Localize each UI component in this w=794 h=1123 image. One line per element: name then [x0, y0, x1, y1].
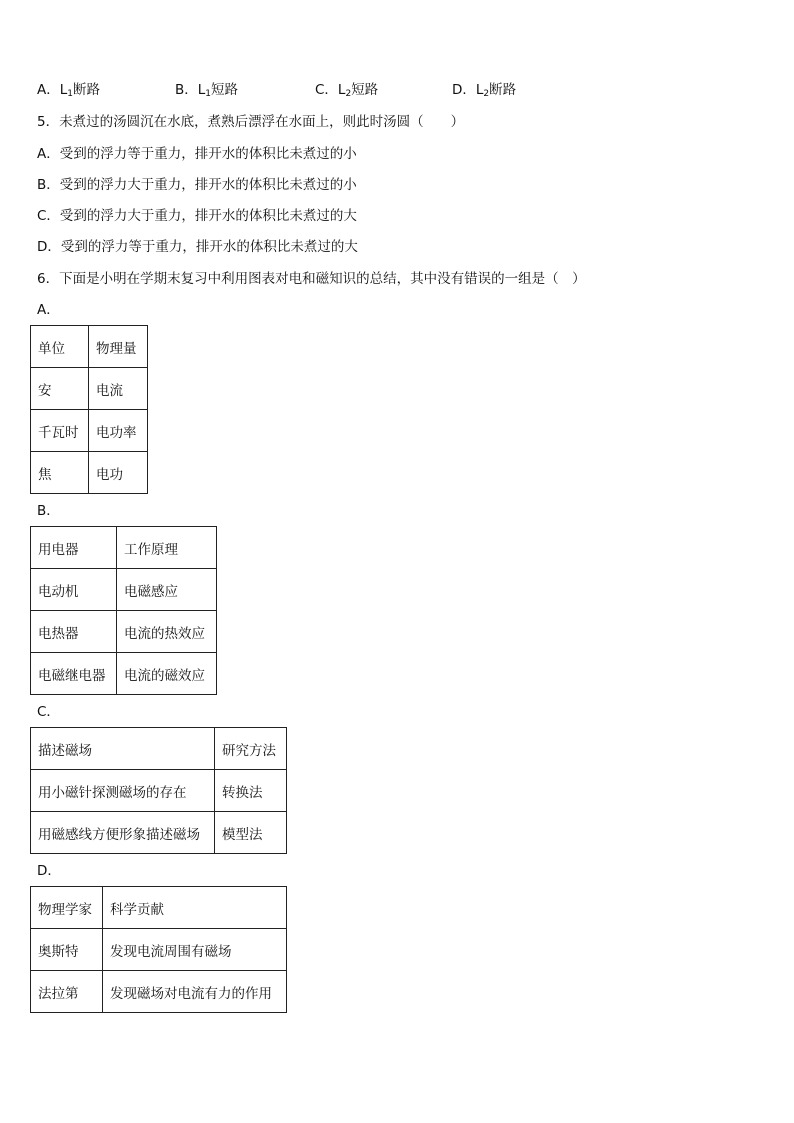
- table-cell: 描述磁场: [31, 728, 215, 770]
- table-cell: 电功: [89, 452, 148, 494]
- table-cell: 用小磁针探测磁场的存在: [31, 770, 215, 812]
- table-cell: 电磁感应: [117, 569, 217, 611]
- q6-stem: 6．下面是小明在学期末复习中利用图表对电和磁知识的总结，其中没有错误的一组是（ ）: [37, 271, 586, 287]
- table-row: [31, 971, 287, 1013]
- q5-option-d[interactable]: D．受到的浮力等于重力，排开水的体积比未煮过的大: [37, 239, 358, 255]
- q5-stem: 5．未煮过的汤圆沉在水底，煮熟后漂浮在水面上，则此时汤圆（ ）: [37, 114, 465, 130]
- table-row: [31, 452, 148, 494]
- table-cell: 奥斯特: [31, 929, 103, 971]
- table-cell: 发现电流周围有磁场: [103, 929, 287, 971]
- table-cell: 科学贡献: [103, 887, 287, 929]
- q4-option-a[interactable]: A．$L_1$断路: [37, 82, 100, 99]
- table-cell: 法拉第: [31, 971, 103, 1013]
- q4-option-d[interactable]: D．$L_2$断路: [452, 82, 517, 99]
- table-cell: 焦: [31, 452, 89, 494]
- q4-options: [37, 80, 637, 100]
- q6-option-a-label[interactable]: A．: [37, 302, 60, 318]
- q5-option-b[interactable]: B．受到的浮力大于重力，排开水的体积比未煮过的小: [37, 177, 357, 193]
- table-row: [31, 812, 287, 854]
- q6-option-b-label[interactable]: B．: [37, 503, 60, 519]
- table-row: [31, 410, 148, 452]
- table-cell: 电热器: [31, 611, 117, 653]
- table-row: [31, 728, 287, 770]
- table-cell: 电流的磁效应: [117, 653, 217, 695]
- table-cell: 研究方法: [215, 728, 287, 770]
- table-cell: 物理量: [89, 326, 148, 368]
- table-cell: 转换法: [215, 770, 287, 812]
- table-cell: 千瓦时: [31, 410, 89, 452]
- table-row: [31, 929, 287, 971]
- table-cell: 单位: [31, 326, 89, 368]
- table-cell: 物理学家: [31, 887, 103, 929]
- table-cell: 电动机: [31, 569, 117, 611]
- q4-option-b[interactable]: B．$L_1$短路: [175, 82, 239, 99]
- table-cell: 用电器: [31, 527, 117, 569]
- q6-table-d: [30, 886, 287, 1013]
- table-row: [31, 770, 287, 812]
- table-cell: 电流: [89, 368, 148, 410]
- q6-table-c: [30, 727, 287, 854]
- table-row: [31, 527, 217, 569]
- q5-option-a[interactable]: A．受到的浮力等于重力，排开水的体积比未煮过的小: [37, 146, 357, 162]
- table-cell: 用磁感线方便形象描述磁场: [31, 812, 215, 854]
- table-cell: 电流的热效应: [117, 611, 217, 653]
- q4-option-c[interactable]: C．$L_2$短路: [315, 82, 379, 99]
- q6-option-c-label[interactable]: C．: [37, 704, 60, 720]
- table-row: [31, 368, 148, 410]
- table-cell: 模型法: [215, 812, 287, 854]
- table-cell: 电功率: [89, 410, 148, 452]
- q5-option-c[interactable]: C．受到的浮力大于重力，排开水的体积比未煮过的大: [37, 208, 357, 224]
- table-row: [31, 569, 217, 611]
- q6-option-d-label[interactable]: D．: [37, 863, 61, 879]
- q6-table-b: [30, 526, 217, 695]
- q6-table-a: [30, 325, 148, 494]
- table-cell: 安: [31, 368, 89, 410]
- table-cell: 工作原理: [117, 527, 217, 569]
- table-row: [31, 326, 148, 368]
- table-cell: 电磁继电器: [31, 653, 117, 695]
- table-row: [31, 653, 217, 695]
- table-row: [31, 611, 217, 653]
- table-cell: 发现磁场对电流有力的作用: [103, 971, 287, 1013]
- table-row: [31, 887, 287, 929]
